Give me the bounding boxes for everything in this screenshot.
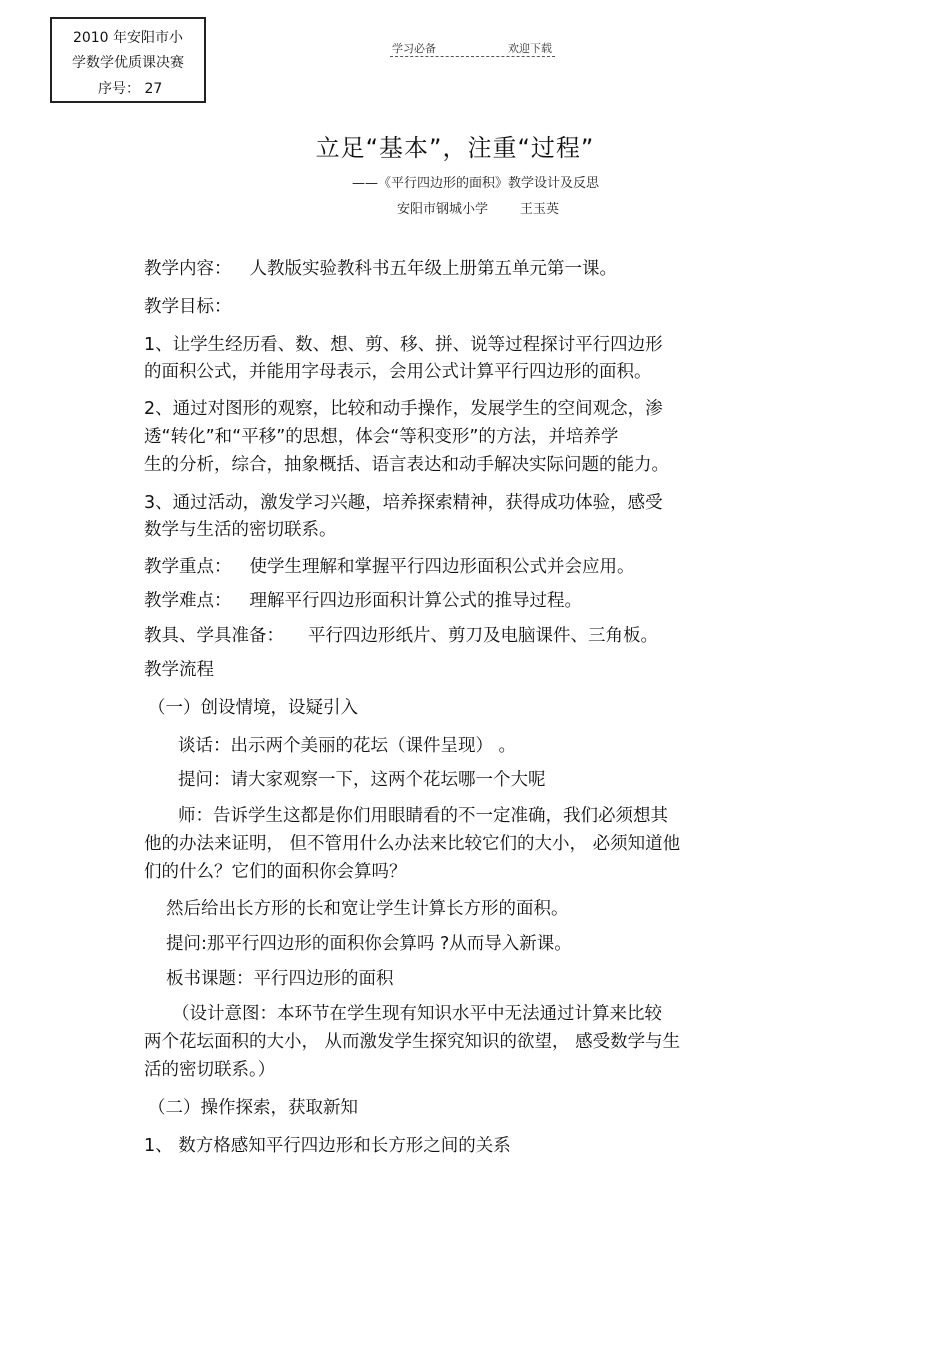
objective-1-line1: 1、让学生经历看、数、想、剪、移、拼、说等过程探讨平行四边形 <box>144 335 663 355</box>
materials-value: 平行四边形纸片、剪刀及电脑课件、三角板。 <box>308 626 658 646</box>
key-point <box>144 553 635 578</box>
objectives-label: 教学目标： <box>144 297 232 317</box>
document-subtitle: ——《平行四边形的面积》教学设计及反思 <box>352 176 600 191</box>
materials-label: 教具、学具准备： <box>144 626 284 646</box>
step-1: 1、 数方格感知平行四边形和长方形之间的关系 <box>144 1136 511 1156</box>
question-2: 提问:那平行四边形的面积你会算吗 ?从而导入新课。 <box>166 934 572 954</box>
design-intent-line3: 活的密切联系。） <box>144 1060 276 1080</box>
contest-serial-number: 序号： 27 <box>98 81 163 97</box>
teacher-line3: 们的什么？它们的面积你会算吗？ <box>144 862 407 882</box>
teaching-content <box>144 255 617 280</box>
key-point-value: 使学生理解和掌握平行四边形面积公式并会应用。 <box>249 557 635 577</box>
objective-3-line2: 数学与生活的密切联系。 <box>144 520 337 540</box>
question-1: 提问：请大家观察一下，这两个花坛哪一个大呢 <box>178 770 546 790</box>
teacher-line2: 他的办法来证明， 但不管用什么办法来比较它们的大小， 必须知道他 <box>144 834 681 854</box>
key-point-label: 教学重点： <box>144 557 232 577</box>
header-left-text: 学习必备 <box>392 42 436 55</box>
contest-info-line2: 学数学优质课决赛 <box>72 55 184 71</box>
objective-2-line1: 2、通过对图形的观察，比较和动手操作，发展学生的空间观念，渗 <box>144 399 663 419</box>
contest-info-line1: 2010 年安阳市小 <box>72 30 184 46</box>
design-intent-line2: 两个花坛面积的大小， 从而激发学生探究知识的欲望， 感受数学与生 <box>144 1032 681 1052</box>
section-2-title: （二）操作探索，获取新知 <box>148 1098 358 1118</box>
process-label: 教学流程 <box>144 660 214 680</box>
header-right-text: 欢迎下载 <box>508 42 552 55</box>
contest-info-box <box>50 17 206 103</box>
difficulty-label: 教学难点： <box>144 591 232 611</box>
teaching-content-value: 人教版实验教科书五年级上册第五单元第一课。 <box>249 259 617 279</box>
author-byline <box>397 198 559 217</box>
teacher-line1: 师：告诉学生这都是你们用眼睛看的不一定准确，我们必须想其 <box>178 806 668 826</box>
objective-3-line1: 3、通过活动，激发学习兴趣，培养探索精神，获得成功体验，感受 <box>144 493 663 513</box>
objective-2-line2: 透“转化”和“平移”的思想，体会“等积变形”的方法，并培养学 <box>144 427 619 447</box>
objective-2-line3: 生的分析，综合，抽象概括、语言表达和动手解决实际问题的能力。 <box>144 455 669 475</box>
then-line: 然后给出长方形的长和宽让学生计算长方形的面积。 <box>166 899 569 919</box>
author-name: 王玉英 <box>520 202 560 217</box>
board-title: 板书课题：平行四边形的面积 <box>166 969 394 989</box>
difficulty <box>144 587 582 612</box>
section-1-title: （一）创设情境，设疑引入 <box>148 698 358 718</box>
talk-line: 谈话：出示两个美丽的花坛（课件呈现） 。 <box>178 736 517 756</box>
document-title: 立足“基本”，注重“过程” <box>315 134 595 162</box>
header-divider <box>390 56 555 57</box>
design-intent-line1: （设计意图：本环节在学生现有知识水平中无法通过计算来比较 <box>172 1004 662 1024</box>
teaching-content-label: 教学内容： <box>144 259 232 279</box>
author-school: 安阳市钢城小学 <box>397 202 489 217</box>
objective-1-line2: 的面积公式，并能用字母表示，会用公式计算平行四边形的面积。 <box>144 362 652 382</box>
difficulty-value: 理解平行四边形面积计算公式的推导过程。 <box>249 591 582 611</box>
materials <box>144 622 658 647</box>
